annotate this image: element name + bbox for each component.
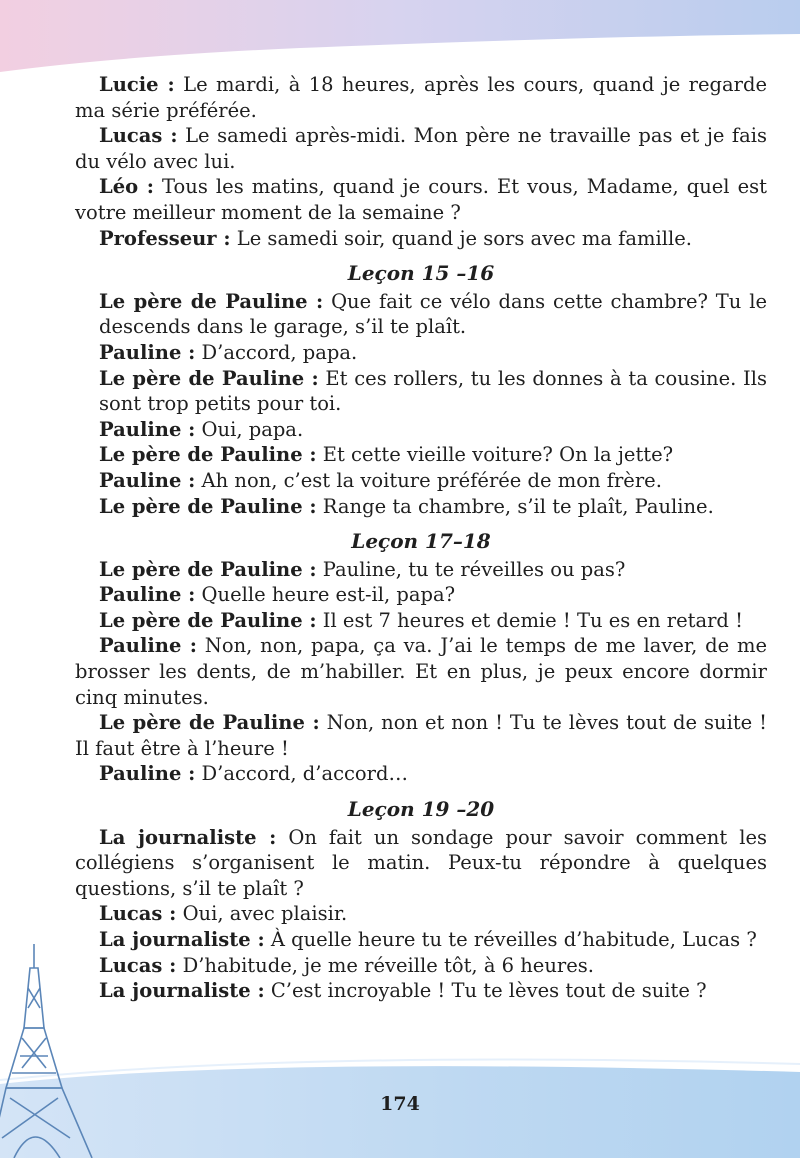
lesson-title: Leçon 19 –20 [347, 797, 495, 822]
dialogue-line [75, 289, 767, 340]
dialogue-line [75, 468, 767, 494]
speaker-name: Le père de Pauline : [99, 711, 320, 735]
speaker-name: La journaliste : [99, 979, 265, 1003]
dialogue-line [75, 901, 767, 927]
dialogue-line [75, 582, 767, 608]
speaker-name: Le père de Pauline : [99, 494, 317, 518]
dialogue-text: Quelle heure est-il, papa? [195, 583, 456, 607]
dialogue-content [75, 72, 767, 1004]
dialogue-line [75, 442, 767, 468]
dialogue-text: On fait un sondage pour savoir comment les collégiens s’organisent le matin. Peux-tu répondre à quelques questions, s’il te plaît ? [75, 825, 768, 900]
speaker-name: Le père de Pauline : [99, 289, 324, 313]
dialogue-text: C’est incroyable ! Tu te lèves tout de suite ? [264, 979, 707, 1003]
dialogue-text: À quelle heure tu te réveilles d’habitude, Lucas ? [264, 928, 757, 951]
speaker-name: Pauline : [99, 583, 196, 607]
dialogue-line [75, 710, 767, 761]
top-decorative-band [0, 0, 800, 72]
speaker-name: Le père de Pauline : [99, 557, 317, 581]
dialogue-line [75, 953, 767, 979]
dialogue-line [75, 978, 767, 1004]
dialogue-text: Ah non, c’est la voiture préférée de mon frère. [195, 468, 662, 492]
dialogue-text: Et ces rollers, tu les donnes à ta cousine. Ils sont trop petits pour toi. [99, 366, 767, 416]
dialogue-line [75, 366, 767, 417]
page-number: 174 [380, 1093, 420, 1115]
dialogue-line [75, 123, 767, 174]
dialogue-text: Pauline, tu te réveilles ou pas? [316, 557, 626, 581]
speaker-name: Pauline : [99, 340, 196, 364]
dialogue-text: D’accord, d’accord… [195, 762, 408, 786]
speaker-name: Le père de Pauline : [99, 608, 317, 632]
speaker-name: Léo : [99, 175, 154, 199]
dialogue-text: Le samedi après-midi. Mon père ne travaille pas et je fais du vélo avec lui. [75, 124, 767, 173]
speaker-name: Professeur : [99, 226, 231, 250]
dialogue-text: Oui, avec plaisir. [176, 902, 348, 926]
dialogue-line [75, 557, 767, 583]
speaker-name: Pauline : [99, 417, 196, 441]
dialogue-line [75, 226, 767, 252]
lesson-title: Leçon 17–18 [351, 529, 491, 554]
speaker-name: Lucas : [99, 953, 177, 977]
dialogue-text: Le samedi soir, quand je sors avec ma famille. [230, 226, 692, 250]
dialogue-text: Tous les matins, quand je cours. Et vous, Madame, quel est votre meilleur moment de la semaine ? [75, 175, 767, 224]
dialogue-line [75, 825, 767, 902]
speaker-name: La journaliste : [99, 928, 265, 951]
dialogue-text: Que fait ce vélo dans cette chambre? Tu le descends dans le garage, s’il te plaît. [99, 289, 767, 339]
dialogue-line [75, 608, 767, 634]
dialogue-text: Il est 7 heures et demie ! Tu es en retard ! [316, 608, 743, 632]
dialogue-text: Non, non et non ! Tu te lèves tout de suite ! Il faut être à l’heure ! [75, 711, 767, 760]
dialogue-text: Le mardi, à 18 heures, après les cours, quand je regarde ma série préférée. [75, 73, 767, 122]
dialogue-line [75, 494, 767, 520]
dialogue-line [75, 761, 767, 787]
speaker-name: Lucie : [99, 73, 175, 96]
dialogue-text: Range ta chambre, s’il te plaît, Pauline. [316, 494, 714, 518]
dialogue-text: D’accord, papa. [195, 340, 358, 364]
dialogue-line [75, 340, 767, 366]
lesson-title: Leçon 15 –16 [347, 261, 495, 286]
speaker-name: Pauline : [99, 634, 197, 658]
dialogue-text: D’habitude, je me réveille tôt, à 6 heures. [176, 953, 594, 977]
speaker-name: La journaliste : [99, 825, 277, 849]
dialogue-text: Oui, papa. [195, 417, 304, 441]
speaker-name: Pauline : [99, 762, 196, 786]
dialogue-text: Et cette vieille voiture? On la jette? [316, 443, 674, 467]
dialogue-line [75, 927, 767, 953]
speaker-name: Le père de Pauline : [99, 366, 319, 390]
speaker-name: Lucas : [99, 124, 178, 148]
dialogue-line [75, 417, 767, 443]
dialogue-line [75, 633, 767, 710]
dialogue-text: Non, non, papa, ça va. J’ai le temps de me laver, de me brosser les dents, de m’habiller. Et en plus, je peux encore dormir cinq minutes. [75, 634, 767, 709]
dialogue-line [75, 174, 767, 225]
speaker-name: Lucas : [99, 902, 177, 926]
speaker-name: Pauline : [99, 468, 196, 492]
dialogue-line [75, 72, 767, 123]
speaker-name: Le père de Pauline : [99, 443, 317, 467]
